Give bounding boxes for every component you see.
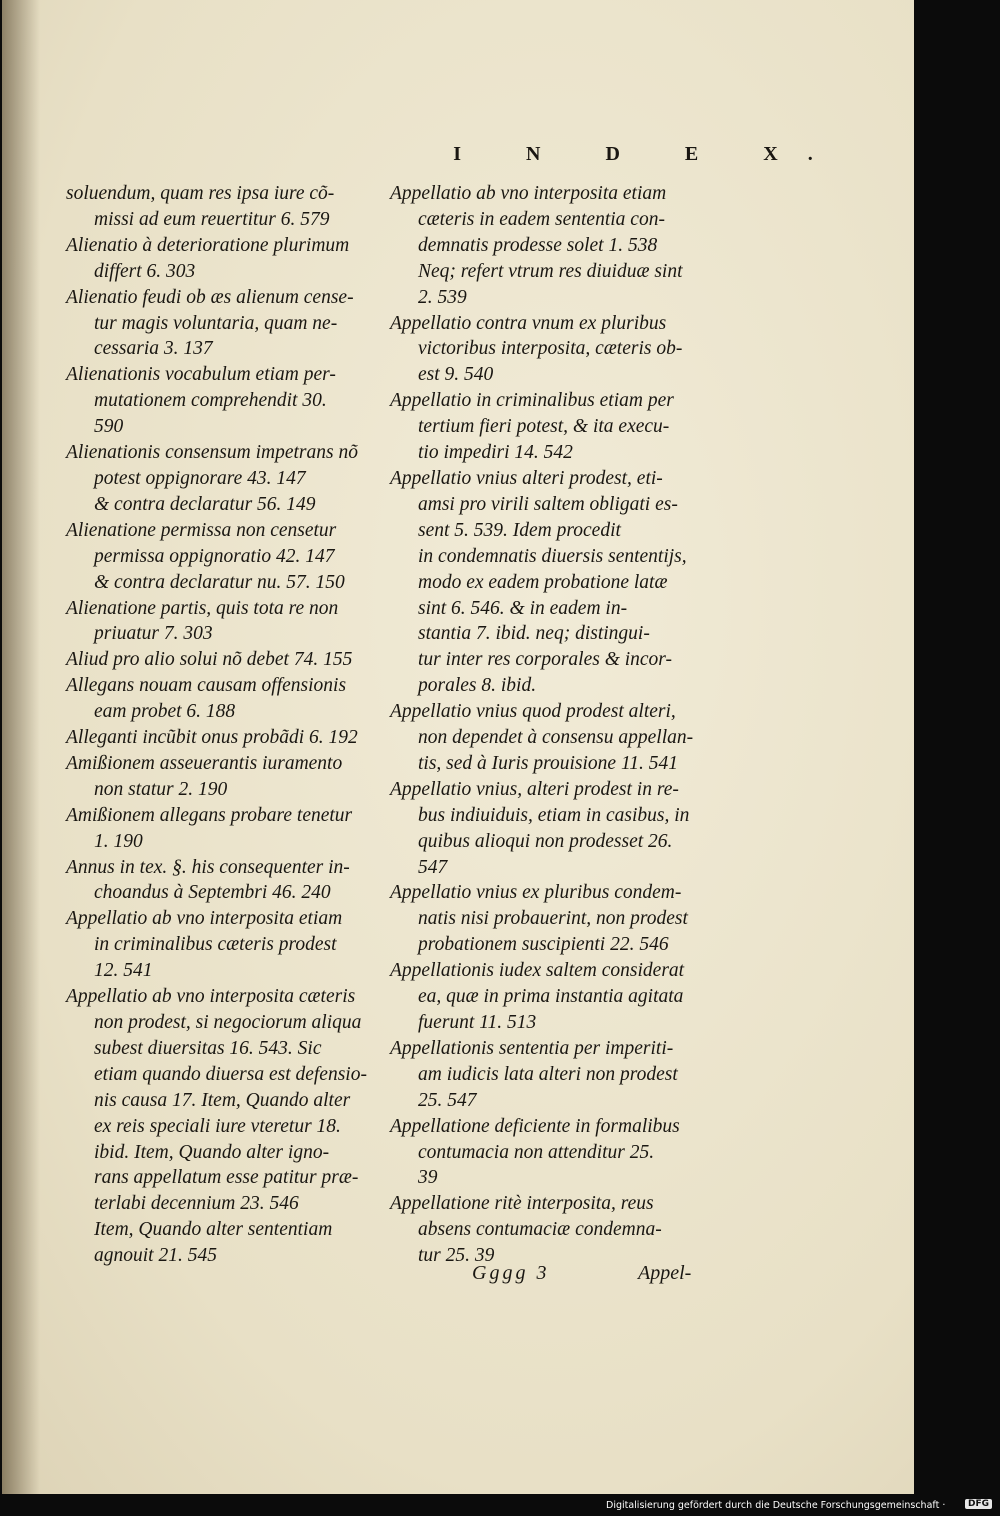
index-entry	[66, 751, 376, 803]
index-line: potest oppignorare 43. 147	[94, 467, 306, 489]
index-line: Appellatio in criminalibus etiam per	[390, 390, 674, 412]
index-entry	[66, 725, 376, 751]
catchword: Appel-	[638, 1262, 692, 1284]
index-line: porales 8. ibid.	[418, 675, 537, 697]
index-line: eam probet 6. 188	[94, 701, 236, 723]
index-line: Alienatio feudi ob æs alienum cense-	[66, 286, 354, 308]
index-line: Appellationis iudex saltem considerat	[390, 960, 685, 982]
index-line: Neq; refert vtrum res diuiduæ sint	[418, 260, 683, 282]
index-line: nis causa 17. Item, Quando alter	[94, 1089, 351, 1111]
index-line: 590	[94, 416, 124, 438]
index-line: Appellatione ritè interposita, reus	[390, 1193, 654, 1215]
index-line: tur inter res corporales & incor-	[418, 649, 672, 671]
index-line: Item, Quando alter sententiam	[94, 1219, 333, 1241]
index-line: Appellatio vnius, alteri prodest in re-	[390, 778, 679, 800]
index-line: natis nisi probauerint, non prodest	[418, 908, 688, 930]
index-line: tur magis voluntaria, quam ne-	[94, 312, 338, 334]
index-entry	[390, 388, 700, 466]
index-line: choandus à Septembri 46. 240	[94, 882, 331, 904]
index-line: cessaria 3. 137	[94, 338, 213, 360]
index-line: Alienationis consensum impetrans nõ	[66, 442, 358, 464]
index-line: bus indiuiduis, etiam in casibus, in	[418, 804, 690, 826]
index-line: absens contumaciæ condemna-	[418, 1219, 662, 1241]
index-line: Appellatione deficiente in formalibus	[390, 1115, 680, 1137]
index-line: non dependet à consensu appellan-	[418, 727, 694, 749]
index-line: am iudicis lata alteri non prodest	[418, 1063, 678, 1085]
index-line: Alienatio à deterioratione plurimum	[66, 234, 350, 256]
index-entry	[390, 880, 700, 958]
index-entry	[66, 906, 376, 984]
book-page	[2, 0, 914, 1494]
index-line: probationem suscipienti 22. 546	[418, 934, 669, 956]
index-entry	[66, 440, 376, 518]
index-entry	[390, 1036, 700, 1114]
index-line: Appellatio contra vnum ex pluribus	[390, 312, 667, 334]
index-line: missi ad eum reuertitur 6. 579	[94, 208, 330, 230]
index-entry	[390, 1114, 700, 1192]
index-column-left	[66, 181, 376, 1269]
index-line: non prodest, si negociorum aliqua	[94, 1012, 362, 1033]
index-line: demnatis prodesse solet 1. 538	[418, 234, 658, 256]
index-line: Appellatio ab vno interposita etiam	[390, 183, 667, 204]
index-line: Alleganti incũbit onus probãdi 6. 192	[66, 727, 358, 749]
signature-mark: Gggg 3	[472, 1262, 550, 1284]
index-line: differt 6. 303	[94, 260, 196, 282]
index-line: ibid. Item, Quando alter igno-	[94, 1141, 330, 1163]
index-line: agnouit 21. 545	[94, 1245, 217, 1267]
index-line: soluendum, quam res ipsa iure cõ-	[66, 183, 335, 204]
index-line: Amißionem asseuerantis iuramento	[66, 752, 343, 774]
index-line: 2. 539	[418, 286, 467, 308]
index-entry	[390, 1191, 700, 1269]
index-entry	[390, 777, 700, 881]
index-line: non statur 2. 190	[94, 778, 228, 800]
index-line: cæteris in eadem sententia con-	[418, 208, 665, 230]
index-line: in condemnatis diuersis sententijs,	[418, 545, 687, 567]
index-line: 39	[418, 1167, 438, 1189]
index-entry	[66, 285, 376, 363]
index-line: Aliud pro alio solui nõ debet 74. 155	[66, 649, 353, 671]
index-line: est 9. 540	[418, 364, 494, 386]
index-line: Alienationis vocabulum etiam per-	[66, 364, 336, 386]
index-line: & contra declaratur 56. 149	[94, 493, 316, 515]
index-line: ex reis speciali iure vteretur 18.	[94, 1115, 341, 1137]
index-line: Appellatio vnius ex pluribus condem-	[390, 882, 682, 904]
index-line: Annus in tex. §. his consequenter in-	[66, 856, 350, 878]
index-line: Appellatio ab vno interposita cæteris	[66, 986, 356, 1008]
running-title: I N D E X.	[453, 143, 843, 165]
index-entry	[66, 647, 376, 673]
index-line: rans appellatum esse patitur præ-	[94, 1167, 359, 1189]
index-line: terlabi decennium 23. 546	[94, 1193, 299, 1215]
index-line: 12. 541	[94, 960, 153, 982]
index-entry	[390, 699, 700, 777]
index-line: stantia 7. ibid. neq; distingui-	[418, 623, 650, 645]
index-entry	[66, 362, 376, 440]
index-entry	[66, 518, 376, 596]
index-line: quibus alioqui non prodesset 26.	[418, 830, 673, 852]
index-entry	[66, 673, 376, 725]
index-line: contumacia non attenditur 25.	[418, 1141, 655, 1163]
index-line: etiam quando diuersa est defensio-	[94, 1063, 367, 1085]
index-entry	[390, 181, 700, 311]
index-line: tio impediri 14. 542	[418, 442, 573, 464]
index-entry	[66, 855, 376, 907]
index-entry	[66, 596, 376, 648]
index-line: Appellatio ab vno interposita etiam	[66, 908, 343, 930]
index-line: subest diuersitas 16. 543. Sic	[94, 1037, 322, 1059]
index-line: sent 5. 539. Idem procedit	[418, 519, 621, 541]
index-line: victoribus interposita, cæteris ob-	[418, 338, 683, 360]
index-entry	[390, 311, 700, 389]
index-line: Appellatio vnius alteri prodest, eti-	[390, 467, 663, 489]
index-line: amsi pro virili saltem obligati es-	[418, 493, 678, 515]
index-line: permissa oppignoratio 42. 147	[94, 545, 335, 567]
index-entry	[390, 466, 700, 699]
index-line: 25. 547	[418, 1089, 477, 1111]
index-line: fuerunt 11. 513	[418, 1012, 537, 1033]
index-line: ea, quæ in prima instantia agitata	[418, 986, 684, 1008]
index-entry	[390, 958, 700, 1036]
index-line: tertium fieri potest, & ita execu-	[418, 416, 670, 438]
index-entry	[66, 803, 376, 855]
index-line: Alienatione permissa non censetur	[66, 519, 337, 541]
index-line: tis, sed à Iuris prouisione 11. 541	[418, 752, 679, 774]
index-line: 547	[418, 856, 448, 878]
index-line: Appellatio vnius quod prodest alteri,	[390, 701, 676, 723]
index-entry	[66, 181, 376, 233]
index-column-right	[390, 181, 700, 1269]
index-line: in criminalibus cæteris prodest	[94, 934, 337, 956]
index-line: modo ex eadem probatione latæ	[418, 571, 668, 593]
dfg-logo: DFG	[965, 1499, 992, 1509]
index-line: priuatur 7. 303	[94, 623, 213, 645]
index-entry	[66, 233, 376, 285]
index-line: & contra declaratur nu. 57. 150	[94, 571, 345, 593]
index-line: mutationem comprehendit 30.	[94, 390, 327, 412]
index-line: Allegans nouam causam offensionis	[66, 675, 347, 697]
index-line: sint 6. 546. & in eadem in-	[418, 597, 628, 619]
index-line: Amißionem allegans probare tenetur	[66, 804, 353, 826]
index-line: Alienatione partis, quis tota re non	[66, 597, 339, 619]
index-line: Appellationis sententia per imperiti-	[390, 1037, 674, 1059]
index-entry	[66, 984, 376, 1269]
digitization-credit: Digitalisierung gefördert durch die Deutsche Forschungsgemeinschaft ·	[606, 1500, 946, 1511]
index-line: tur 25. 39	[418, 1245, 495, 1267]
index-line: 1. 190	[94, 830, 143, 852]
